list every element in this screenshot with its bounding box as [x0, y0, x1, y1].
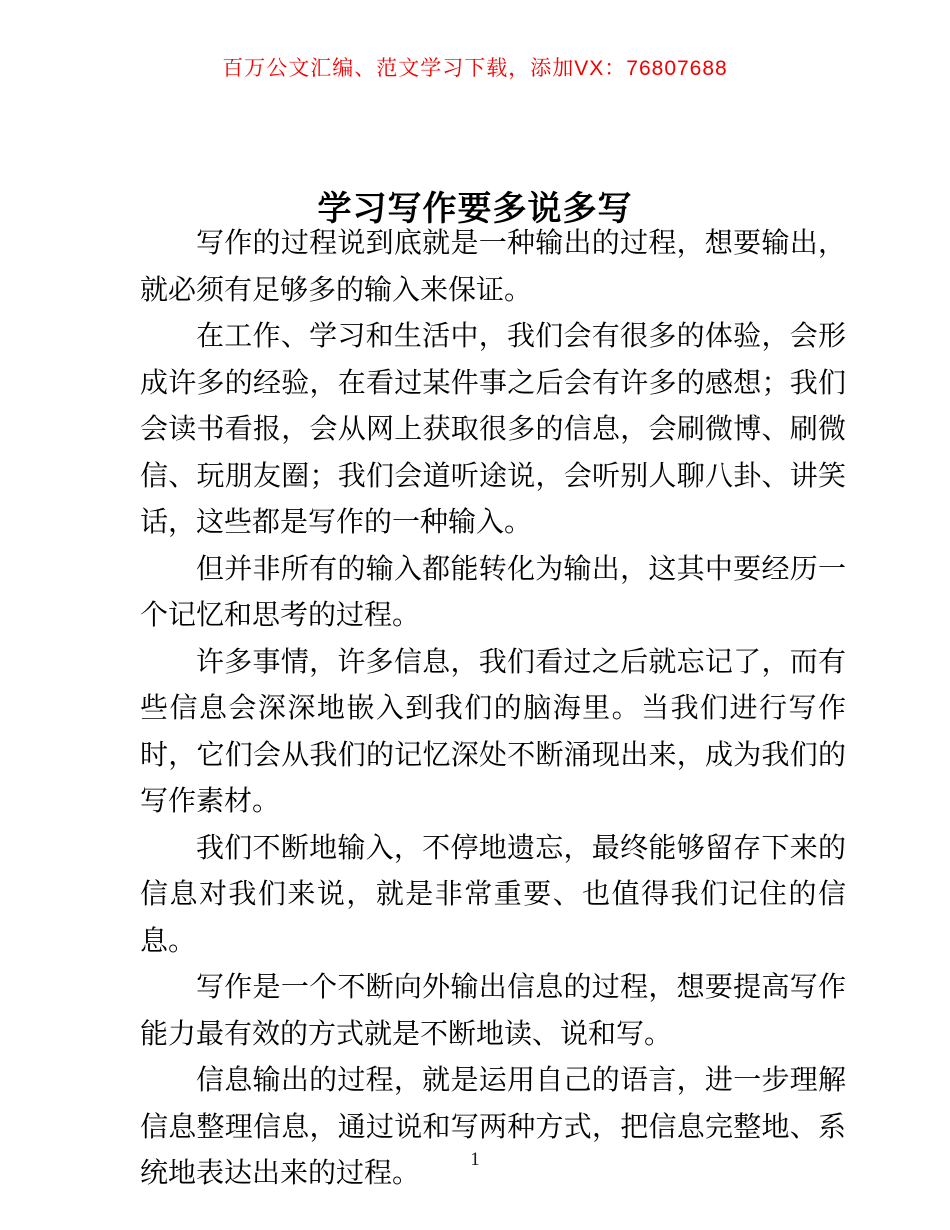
paragraph: 信息输出的过程，就是运用自己的语言，进一步理解信息整理信息，通过说和写两种方式，把信息完整地、系统地表达出来的过程。: [140, 1064, 846, 1188]
paragraph: 写作的过程说到底就是一种输出的过程，想要输出，就必须有足够多的输入来保证。: [140, 227, 846, 305]
promo-notice: 百万公文汇编、范文学习下载，添加VX：76807688: [222, 57, 728, 80]
document-body: [140, 220, 846, 1197]
paragraph: 我们不断地输入，不停地遗忘，最终能够留存下来的信息对我们来说，就是非常重要、也值得我们记住的信息。: [140, 831, 846, 956]
paragraph: 许多事情，许多信息，我们看过之后就忘记了，而有些信息会深深地嵌入到我们的脑海里。当我们进行写作时，它们会从我们的记忆深处不断涌现出来，成为我们的写作素材。: [140, 645, 846, 816]
document-title: 学习写作要多说多写: [317, 189, 633, 228]
paragraph: 在工作、学习和生活中，我们会有很多的体验，会形成许多的经验，在看过某件事之后会有许多的感想；我们会读书看报，会从网上获取很多的信息，会刷微博、刷微信、玩朋友圈；我们会道听途说，会听别人聊八卦、讲笑话，这些都是写作的一种输入。: [140, 320, 846, 537]
paragraph: 写作是一个不断向外输出信息的过程，想要提高写作能力最有效的方式就是不断地读、说和写。: [140, 971, 846, 1049]
page-number: 1: [470, 1149, 480, 1170]
paragraph: 但并非所有的输入都能转化为输出，这其中要经历一个记忆和思考的过程。: [140, 552, 846, 630]
